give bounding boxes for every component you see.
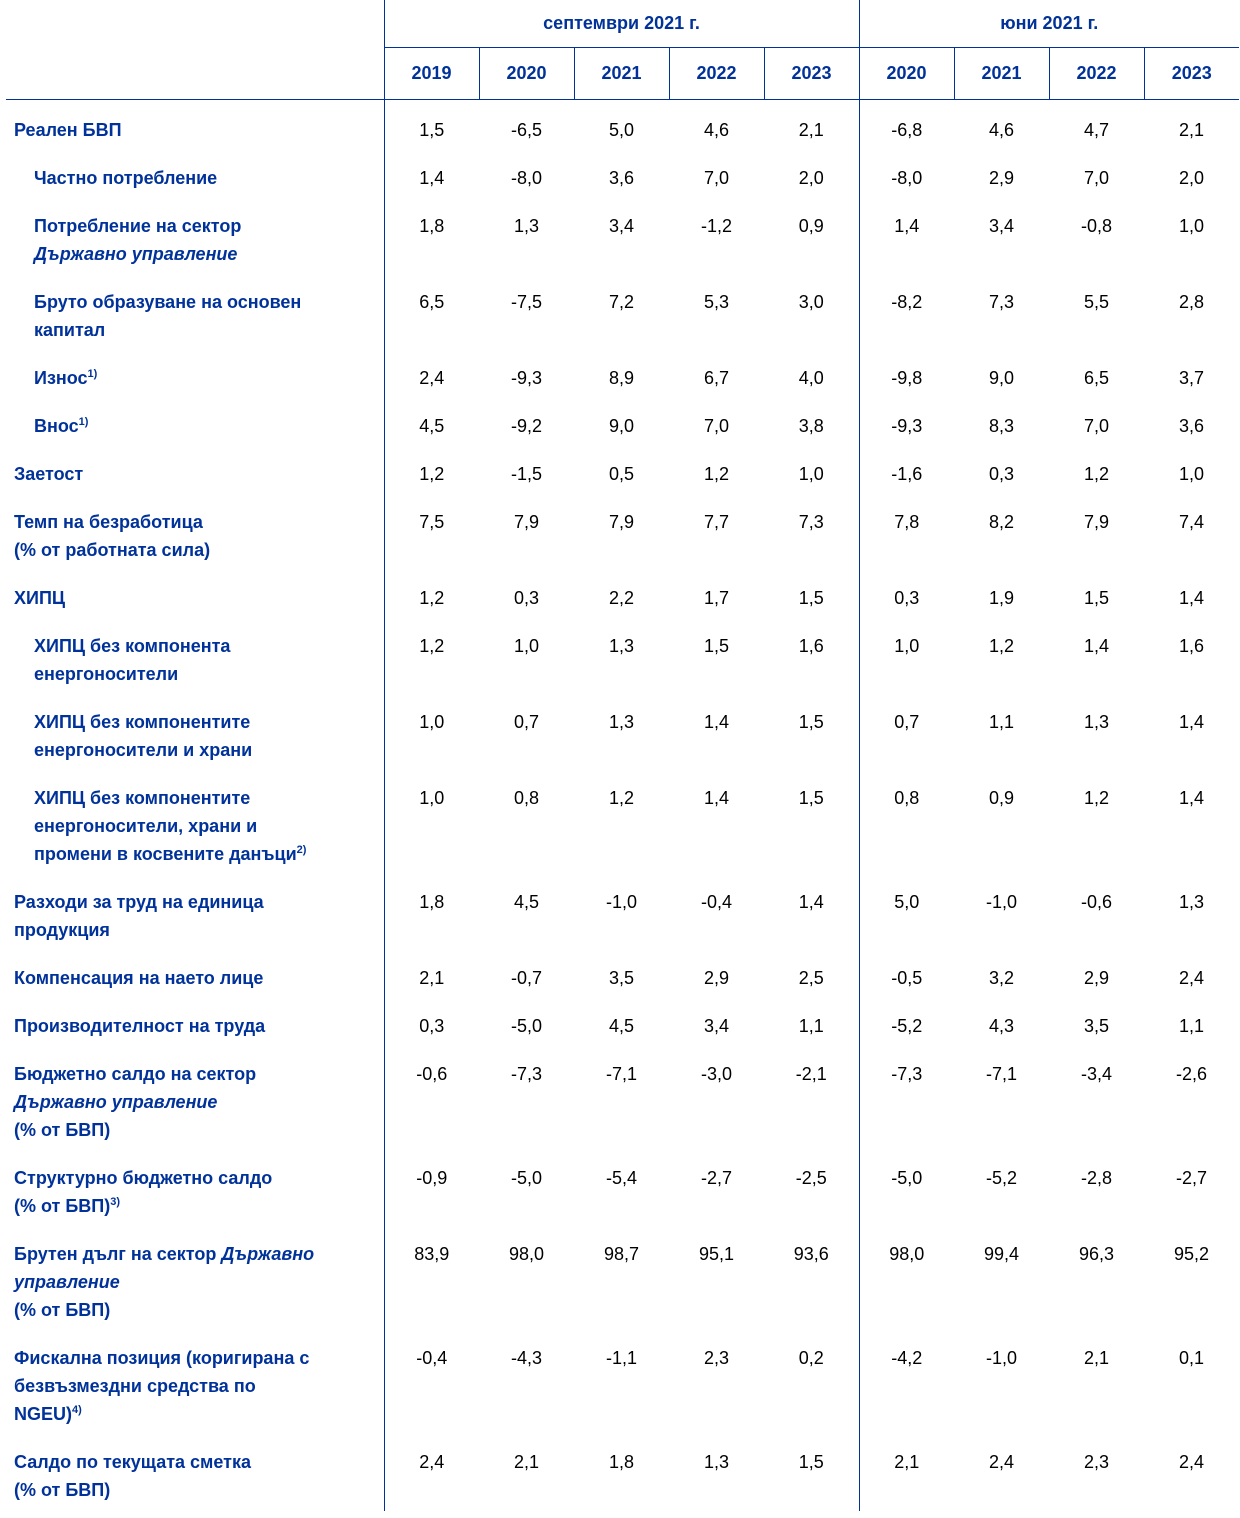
table-row bbox=[6, 151, 1239, 199]
table-row bbox=[6, 1435, 1239, 1511]
value-cell: 1,1 bbox=[1179, 1016, 1205, 1036]
year-header-sep-2019: 2019 bbox=[384, 48, 479, 100]
value-cell: 1,3 bbox=[608, 712, 635, 732]
value-cell: 7,2 bbox=[608, 292, 635, 312]
value-cell: 2,0 bbox=[798, 168, 824, 188]
value-cell: 3,2 bbox=[989, 968, 1015, 988]
footnote-marker: 1) bbox=[87, 368, 98, 380]
value-cell: 1,2 bbox=[1084, 464, 1110, 484]
value-cell: -3,4 bbox=[1081, 1064, 1113, 1084]
value-cell: 4,5 bbox=[513, 892, 540, 912]
value-cell: 3,7 bbox=[1179, 368, 1205, 388]
value-cell: 1,2 bbox=[608, 788, 635, 808]
row-label: Бруто образуване на основен капитал bbox=[34, 292, 302, 340]
value-cell: 0,9 bbox=[989, 788, 1015, 808]
table-row bbox=[6, 100, 1239, 152]
value-cell: 7,9 bbox=[1084, 512, 1110, 532]
value-cell: 96,3 bbox=[1078, 1244, 1115, 1264]
value-cell: 2,3 bbox=[1084, 1452, 1110, 1472]
value-cell: 1,4 bbox=[798, 892, 824, 912]
value-cell: 2,1 bbox=[859, 1435, 954, 1511]
value-cell: 9,0 bbox=[608, 416, 635, 436]
value-cell: 3,4 bbox=[608, 216, 635, 236]
value-cell: -5,0 bbox=[510, 1016, 543, 1036]
value-cell: 7,9 bbox=[513, 512, 540, 532]
value-cell: -6,5 bbox=[510, 120, 543, 140]
table-row bbox=[6, 1047, 1239, 1151]
value-cell: -5,2 bbox=[986, 1168, 1018, 1188]
value-cell: 8,2 bbox=[989, 512, 1015, 532]
row-label: Темп на безработица (% от работната сила) bbox=[14, 512, 211, 560]
value-cell: -7,3 bbox=[510, 1064, 543, 1084]
row-label: ХИПЦ без компонентите енергоносители, храни и промени в косвените данъци$^{2)}$ bbox=[34, 788, 307, 864]
value-cell: -9,3 bbox=[510, 368, 543, 388]
row-label: Компенсация на наето лице bbox=[14, 968, 264, 988]
value-cell: 0,3 bbox=[384, 999, 479, 1047]
value-cell: 1,2 bbox=[384, 571, 479, 619]
value-cell: -2,8 bbox=[1081, 1168, 1113, 1188]
value-cell: -1,1 bbox=[605, 1348, 638, 1368]
value-cell: 1,2 bbox=[703, 464, 730, 484]
value-cell: 2,4 bbox=[384, 1435, 479, 1511]
value-cell: 1,0 bbox=[384, 695, 479, 771]
value-cell: -1,5 bbox=[510, 464, 543, 484]
value-cell: -4,2 bbox=[859, 1331, 954, 1435]
value-cell: 1,4 bbox=[384, 151, 479, 199]
value-cell: 2,1 bbox=[513, 1452, 540, 1472]
value-cell: 3,8 bbox=[798, 416, 824, 436]
table-row bbox=[6, 695, 1239, 771]
value-cell: 5,5 bbox=[1084, 292, 1110, 312]
value-cell: -3,0 bbox=[700, 1064, 733, 1084]
value-cell: 1,0 bbox=[859, 619, 954, 695]
value-cell: 4,0 bbox=[798, 368, 824, 388]
table-row bbox=[6, 1227, 1239, 1331]
value-cell: 3,4 bbox=[989, 216, 1015, 236]
projections-table bbox=[6, 0, 1239, 1511]
value-cell: 6,5 bbox=[1084, 368, 1110, 388]
row-label: Внос$^{1)}$ bbox=[34, 416, 89, 436]
value-cell: 93,6 bbox=[793, 1244, 829, 1264]
value-cell: 1,3 bbox=[1179, 892, 1205, 912]
value-cell: 4,6 bbox=[989, 120, 1015, 140]
value-cell: 4,5 bbox=[384, 399, 479, 447]
value-cell: 83,9 bbox=[384, 1227, 479, 1331]
value-cell: -9,3 bbox=[859, 399, 954, 447]
value-cell: 1,0 bbox=[513, 636, 540, 656]
value-cell: 0,9 bbox=[798, 216, 824, 236]
value-cell: 1,4 bbox=[1179, 712, 1205, 732]
value-cell: -0,6 bbox=[384, 1047, 479, 1151]
value-cell: 1,8 bbox=[384, 875, 479, 951]
value-cell: -5,4 bbox=[605, 1168, 638, 1188]
value-cell: -0,5 bbox=[859, 951, 954, 999]
value-cell: 0,7 bbox=[859, 695, 954, 771]
footnote-marker: 1) bbox=[78, 416, 89, 428]
value-cell: 1,0 bbox=[798, 464, 824, 484]
value-cell: 4,6 bbox=[703, 120, 730, 140]
row-label: ХИПЦ без компонента енергоносители bbox=[34, 636, 231, 684]
value-cell: 2,4 bbox=[1179, 968, 1205, 988]
value-cell: 1,2 bbox=[989, 636, 1015, 656]
value-cell: -0,6 bbox=[1081, 892, 1113, 912]
value-cell: -8,2 bbox=[859, 275, 954, 351]
table-row bbox=[6, 351, 1239, 399]
group-header-september: септември 2021 г. bbox=[384, 0, 859, 48]
value-cell: 0,5 bbox=[608, 464, 635, 484]
value-cell: 7,4 bbox=[1179, 512, 1205, 532]
value-cell: -0,4 bbox=[384, 1331, 479, 1435]
table-row bbox=[6, 771, 1239, 875]
table-row bbox=[6, 951, 1239, 999]
table-row bbox=[6, 275, 1239, 351]
table-row bbox=[6, 399, 1239, 447]
value-cell: 2,5 bbox=[798, 968, 824, 988]
year-header-sep-2023: 2023 bbox=[764, 48, 859, 100]
table-row bbox=[6, 447, 1239, 495]
value-cell: 7,5 bbox=[384, 495, 479, 571]
row-label: Износ$^{1)}$ bbox=[34, 368, 98, 388]
value-cell: 0,8 bbox=[513, 788, 540, 808]
value-cell: 1,6 bbox=[1179, 636, 1205, 656]
value-cell: -7,1 bbox=[986, 1064, 1018, 1084]
value-cell: 0,1 bbox=[1179, 1348, 1205, 1368]
value-cell: -7,3 bbox=[859, 1047, 954, 1151]
value-cell: 1,7 bbox=[703, 588, 730, 608]
value-cell: 4,3 bbox=[989, 1016, 1015, 1036]
value-cell: 5,0 bbox=[608, 120, 635, 140]
value-cell: 1,3 bbox=[703, 1452, 730, 1472]
year-header-jun-2021: 2021 bbox=[954, 48, 1049, 100]
row-label: Фискална позиция (коригирана с безвъзмездни средства по NGEU)$^{4)}$ bbox=[14, 1348, 310, 1424]
value-cell: 7,3 bbox=[798, 512, 824, 532]
row-label: Разходи за труд на единица продукция bbox=[14, 892, 264, 940]
value-cell: 7,0 bbox=[703, 416, 730, 436]
value-cell: 1,5 bbox=[798, 788, 824, 808]
row-label: Производителност на труда bbox=[14, 1016, 266, 1036]
table-row bbox=[6, 1331, 1239, 1435]
value-cell: 1,4 bbox=[703, 788, 730, 808]
value-cell: -5,2 bbox=[859, 999, 954, 1047]
table-row bbox=[6, 999, 1239, 1047]
row-label: Потребление на сектор Държавно управление bbox=[34, 216, 242, 264]
year-header-jun-2022: 2022 bbox=[1049, 48, 1144, 100]
value-cell: 1,4 bbox=[1179, 788, 1205, 808]
value-cell: 7,0 bbox=[1084, 416, 1110, 436]
value-cell: -8,0 bbox=[859, 151, 954, 199]
value-cell: -2,5 bbox=[795, 1168, 827, 1188]
value-cell: 1,0 bbox=[384, 771, 479, 875]
value-cell: 3,5 bbox=[608, 968, 635, 988]
year-header-sep-2021: 2021 bbox=[574, 48, 669, 100]
value-cell: 1,4 bbox=[1179, 588, 1205, 608]
row-label: Брутен дълг на сектор Държавно управление (% от БВП) bbox=[14, 1244, 315, 1320]
value-cell: 7,7 bbox=[703, 512, 730, 532]
value-cell: 1,4 bbox=[859, 199, 954, 275]
value-cell: 6,7 bbox=[703, 368, 730, 388]
year-header-sep-2020: 2020 bbox=[479, 48, 574, 100]
value-cell: 2,1 bbox=[1084, 1348, 1110, 1368]
value-cell: 5,3 bbox=[703, 292, 730, 312]
row-label: Частно потребление bbox=[34, 168, 218, 188]
value-cell: 0,3 bbox=[859, 571, 954, 619]
value-cell: 3,6 bbox=[608, 168, 635, 188]
value-cell: 0,3 bbox=[989, 464, 1015, 484]
value-cell: 2,1 bbox=[798, 120, 824, 140]
value-cell: 1,3 bbox=[513, 216, 540, 236]
value-cell: 2,4 bbox=[384, 351, 479, 399]
footnote-marker: 3) bbox=[110, 1196, 121, 1208]
row-label: Салдо по текущата сметка (% от БВП) bbox=[14, 1452, 251, 1500]
table-row bbox=[6, 1151, 1239, 1227]
value-cell: 2,0 bbox=[1179, 168, 1205, 188]
value-cell: -9,8 bbox=[859, 351, 954, 399]
value-cell: -5,0 bbox=[510, 1168, 543, 1188]
value-cell: 2,1 bbox=[384, 951, 479, 999]
value-cell: -1,0 bbox=[986, 892, 1018, 912]
value-cell: 98,0 bbox=[859, 1227, 954, 1331]
value-cell: -1,0 bbox=[986, 1348, 1018, 1368]
footnote-marker: 2) bbox=[296, 844, 307, 856]
value-cell: 95,2 bbox=[1173, 1244, 1210, 1264]
table-row bbox=[6, 619, 1239, 695]
value-cell: 2,4 bbox=[1179, 1452, 1205, 1472]
value-cell: 1,4 bbox=[703, 712, 730, 732]
value-cell: 1,5 bbox=[384, 100, 479, 152]
corner-cell bbox=[6, 0, 384, 48]
value-cell: -1,0 bbox=[605, 892, 638, 912]
value-cell: -2,7 bbox=[700, 1168, 733, 1188]
value-cell: 1,6 bbox=[798, 636, 824, 656]
table-row bbox=[6, 495, 1239, 571]
value-cell: 0,8 bbox=[859, 771, 954, 875]
value-cell: -7,5 bbox=[510, 292, 543, 312]
value-cell: 98,0 bbox=[508, 1244, 545, 1264]
footnote-marker: 4) bbox=[72, 1404, 82, 1416]
value-cell: -1,2 bbox=[700, 216, 733, 236]
value-cell: 4,7 bbox=[1084, 120, 1110, 140]
value-cell: -8,0 bbox=[510, 168, 543, 188]
value-cell: 2,4 bbox=[989, 1452, 1015, 1472]
value-cell: 1,0 bbox=[1179, 216, 1205, 236]
value-cell: -0,4 bbox=[700, 892, 733, 912]
year-header-jun-2023: 2023 bbox=[1144, 48, 1239, 100]
value-cell: 0,3 bbox=[513, 588, 540, 608]
value-cell: 0,7 bbox=[513, 712, 540, 732]
row-label: ХИПЦ bbox=[14, 588, 66, 608]
value-cell: 1,2 bbox=[384, 619, 479, 695]
value-cell: -1,6 bbox=[859, 447, 954, 495]
value-cell: -5,0 bbox=[859, 1151, 954, 1227]
value-cell: -2,1 bbox=[795, 1064, 827, 1084]
value-cell: 1,5 bbox=[703, 636, 730, 656]
row-label: ХИПЦ без компонентите енергоносители и храни bbox=[34, 712, 253, 760]
value-cell: 95,1 bbox=[698, 1244, 735, 1264]
value-cell: 2,1 bbox=[1179, 120, 1205, 140]
value-cell: -0,8 bbox=[1081, 216, 1113, 236]
value-cell: -7,1 bbox=[605, 1064, 638, 1084]
row-label: Структурно бюджетно салдо (% от БВП)$^{3)}$ bbox=[14, 1168, 273, 1216]
value-cell: 1,9 bbox=[989, 588, 1015, 608]
value-cell: 3,4 bbox=[703, 1016, 730, 1036]
value-cell: 7,0 bbox=[703, 168, 730, 188]
value-cell: 1,0 bbox=[1179, 464, 1205, 484]
value-cell: 3,0 bbox=[798, 292, 824, 312]
value-cell: 9,0 bbox=[989, 368, 1015, 388]
value-cell: 3,5 bbox=[1084, 1016, 1110, 1036]
value-cell: 99,4 bbox=[983, 1244, 1020, 1264]
value-cell: 2,9 bbox=[1084, 968, 1110, 988]
year-header-jun-2020: 2020 bbox=[859, 48, 954, 100]
value-cell: 1,8 bbox=[608, 1452, 635, 1472]
value-cell: 8,3 bbox=[989, 416, 1015, 436]
row-label: Реален БВП bbox=[14, 120, 122, 140]
value-cell: 4,5 bbox=[608, 1016, 635, 1036]
table-row bbox=[6, 199, 1239, 275]
value-cell: 7,8 bbox=[859, 495, 954, 571]
value-cell: -6,8 bbox=[859, 100, 954, 152]
value-cell: 1,4 bbox=[1084, 636, 1110, 656]
value-cell: -0,7 bbox=[510, 968, 543, 988]
value-cell: 1,5 bbox=[798, 1452, 824, 1472]
group-header-june: юни 2021 г. bbox=[859, 0, 1239, 48]
value-cell: 1,2 bbox=[384, 447, 479, 495]
value-cell: 0,2 bbox=[798, 1348, 824, 1368]
value-cell: 1,2 bbox=[1084, 788, 1110, 808]
value-cell: 2,9 bbox=[989, 168, 1015, 188]
row-label: Бюджетно салдо на сектор Държавно управление (% от БВП) bbox=[14, 1064, 257, 1140]
value-cell: 3,6 bbox=[1179, 416, 1205, 436]
value-cell: 2,8 bbox=[1179, 292, 1205, 312]
value-cell: 1,1 bbox=[989, 712, 1015, 732]
value-cell: 7,9 bbox=[608, 512, 635, 532]
value-cell: 1,3 bbox=[608, 636, 635, 656]
value-cell: 8,9 bbox=[608, 368, 635, 388]
label-column-header bbox=[6, 48, 384, 100]
value-cell: 1,3 bbox=[1084, 712, 1110, 732]
value-cell: 1,1 bbox=[798, 1016, 824, 1036]
row-label: Заетост bbox=[14, 464, 84, 484]
value-cell: 2,2 bbox=[608, 588, 635, 608]
value-cell: 1,8 bbox=[384, 199, 479, 275]
value-cell: 2,3 bbox=[703, 1348, 730, 1368]
value-cell: 1,5 bbox=[798, 712, 824, 732]
value-cell: 1,5 bbox=[798, 588, 824, 608]
value-cell: -2,6 bbox=[1176, 1064, 1208, 1084]
value-cell: 1,5 bbox=[1084, 588, 1110, 608]
value-cell: 98,7 bbox=[603, 1244, 640, 1264]
year-header-sep-2022: 2022 bbox=[669, 48, 764, 100]
value-cell: 2,9 bbox=[703, 968, 730, 988]
value-cell: -9,2 bbox=[510, 416, 543, 436]
table-row bbox=[6, 571, 1239, 619]
table-row bbox=[6, 875, 1239, 951]
value-cell: -2,7 bbox=[1176, 1168, 1208, 1188]
value-cell: 6,5 bbox=[384, 275, 479, 351]
value-cell: -0,9 bbox=[384, 1151, 479, 1227]
value-cell: 5,0 bbox=[859, 875, 954, 951]
value-cell: -4,3 bbox=[510, 1348, 543, 1368]
value-cell: 7,3 bbox=[989, 292, 1015, 312]
value-cell: 7,0 bbox=[1084, 168, 1110, 188]
